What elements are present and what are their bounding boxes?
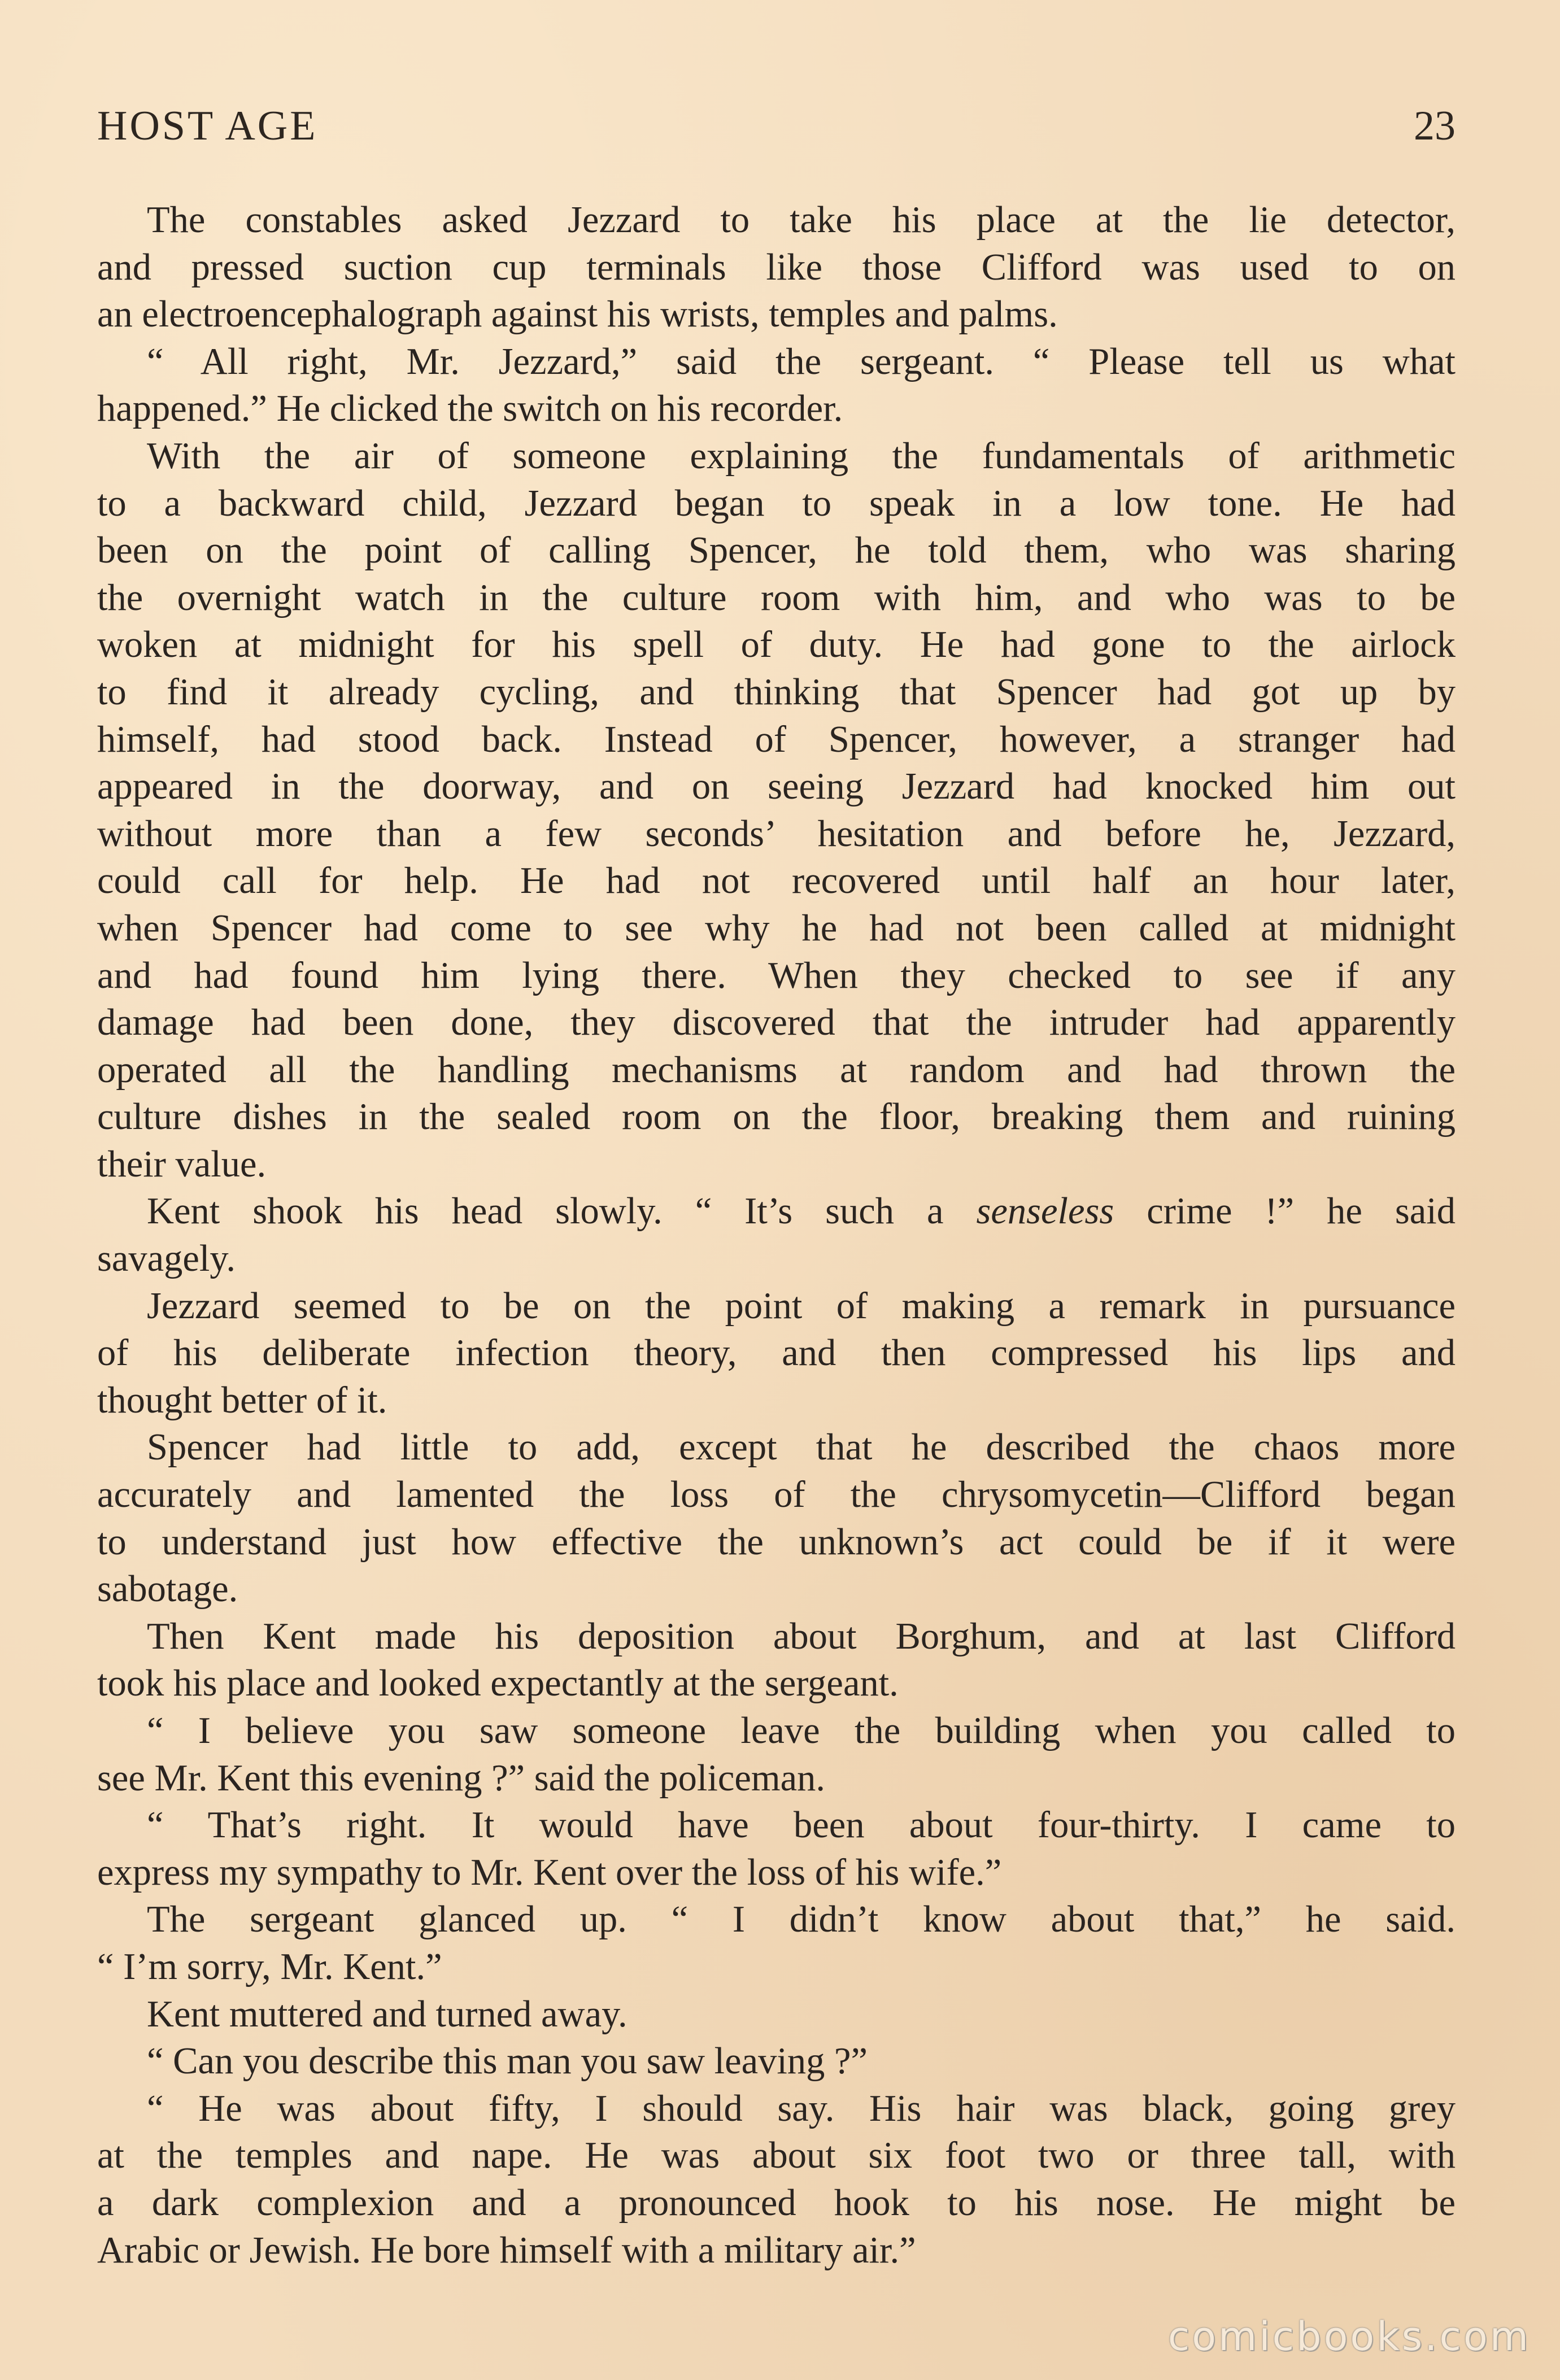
text-line: and had found him lying there. When they checked to see if any bbox=[97, 954, 1456, 996]
text-run: Kent shook his head slowly. “ It’s such a senseless crime !” he said bbox=[147, 1191, 1456, 1232]
text-line: to a backward child, Jezzard began to speak in a low tone. He had bbox=[97, 482, 1456, 524]
text-line: “ That’s right. It would have been about four-thirty. I came to bbox=[147, 1804, 1456, 1846]
text-line: to find it already cycling, and thinking that Spencer had got up by bbox=[97, 671, 1456, 713]
running-title: HOST AGE bbox=[97, 103, 318, 149]
text-line: thought better of it. bbox=[97, 1379, 387, 1421]
text-line: “ Can you describe this man you saw leaving ?” bbox=[147, 2041, 868, 2082]
running-head bbox=[97, 95, 1456, 157]
text-line: an electroencephalograph against his wrists, temples and palms. bbox=[97, 294, 1058, 335]
text-line: appeared in the doorway, and on seeing Jezzard had knocked him out bbox=[97, 766, 1456, 808]
text-line: happened.” He clicked the switch on his recorder. bbox=[97, 388, 843, 430]
text-line: The sergeant glanced up. “ I didn’t know about that,” he said. bbox=[147, 1899, 1456, 1941]
emphasis-word: senseless bbox=[976, 1191, 1114, 1232]
text-line: see Mr. Kent this evening ?” said the policeman. bbox=[97, 1757, 825, 1799]
text-line: without more than a few seconds’ hesitation and before he, Jezzard, bbox=[97, 813, 1456, 855]
text-line: the overnight watch in the culture room with him, and who was to be bbox=[97, 577, 1456, 618]
text-line: express my sympathy to Mr. Kent over the loss of his wife.” bbox=[97, 1851, 1002, 1893]
text-line: “ I believe you saw someone leave the building when you called to bbox=[147, 1710, 1456, 1751]
text-line: The constables asked Jezzard to take his place at the lie detector, bbox=[147, 199, 1456, 241]
text-line: operated all the handling mechanisms at random and had thrown the bbox=[97, 1049, 1456, 1091]
text-line: woken at midnight for his spell of duty. He had gone to the airlock bbox=[97, 624, 1456, 666]
text-line: been on the point of calling Spencer, he told them, who was sharing bbox=[97, 530, 1456, 572]
text-line-with-emphasis bbox=[97, 1188, 1456, 1235]
text-line: “ All right, Mr. Jezzard,” said the sergeant. “ Please tell us what bbox=[147, 341, 1456, 382]
text-line: to understand just how effective the unknown’s act could be if it were bbox=[97, 1521, 1456, 1563]
text-line: Spencer had little to add, except that he described the chaos more bbox=[147, 1427, 1456, 1468]
text-line: himself, had stood back. Instead of Spencer, however, a stranger had bbox=[97, 718, 1456, 760]
watermark: comicbooks.com bbox=[1167, 2313, 1531, 2360]
text-line: at the temples and nape. He was about six foot two or three tall, with bbox=[97, 2135, 1456, 2177]
text-line: and pressed suction cup terminals like those Clifford was used to on bbox=[97, 246, 1456, 288]
text-line: Jezzard seemed to be on the point of making a remark in pursuance bbox=[147, 1285, 1456, 1327]
text-line: could call for help. He had not recovered until half an hour later, bbox=[97, 860, 1456, 902]
text-line: took his place and looked expectantly at the sergeant. bbox=[97, 1663, 899, 1705]
body-text bbox=[97, 197, 1456, 2274]
text-line: sabotage. bbox=[97, 1568, 238, 1610]
text-line: damage had been done, they discovered that the intruder had apparently bbox=[97, 1002, 1456, 1044]
text-line: of his deliberate infection theory, and then compressed his lips and bbox=[97, 1332, 1456, 1374]
text-line: when Spencer had come to see why he had not been called at midnight bbox=[97, 907, 1456, 949]
text-line: With the air of someone explaining the fundamentals of arithmetic bbox=[147, 435, 1456, 477]
text-line: “ He was about fifty, I should say. His hair was black, going grey bbox=[147, 2087, 1456, 2129]
text-line: Then Kent made his deposition about Borghum, and at last Clifford bbox=[147, 1615, 1456, 1657]
text-line: Kent muttered and turned away. bbox=[147, 1993, 628, 2035]
text-line: a dark complexion and a pronounced hook to his nose. He might be bbox=[97, 2182, 1456, 2224]
page-number: 23 bbox=[1414, 103, 1456, 149]
text-line: culture dishes in the sealed room on the floor, breaking them and ruining bbox=[97, 1096, 1456, 1138]
text-line: accurately and lamented the loss of the chrysomycetin—Clifford began bbox=[97, 1474, 1456, 1516]
text-line: savagely. bbox=[97, 1238, 236, 1280]
text-line: “ I’m sorry, Mr. Kent.” bbox=[97, 1946, 442, 1987]
text-line: Arabic or Jewish. He bore himself with a military air.” bbox=[97, 2229, 916, 2271]
text-line: their value. bbox=[97, 1143, 267, 1185]
